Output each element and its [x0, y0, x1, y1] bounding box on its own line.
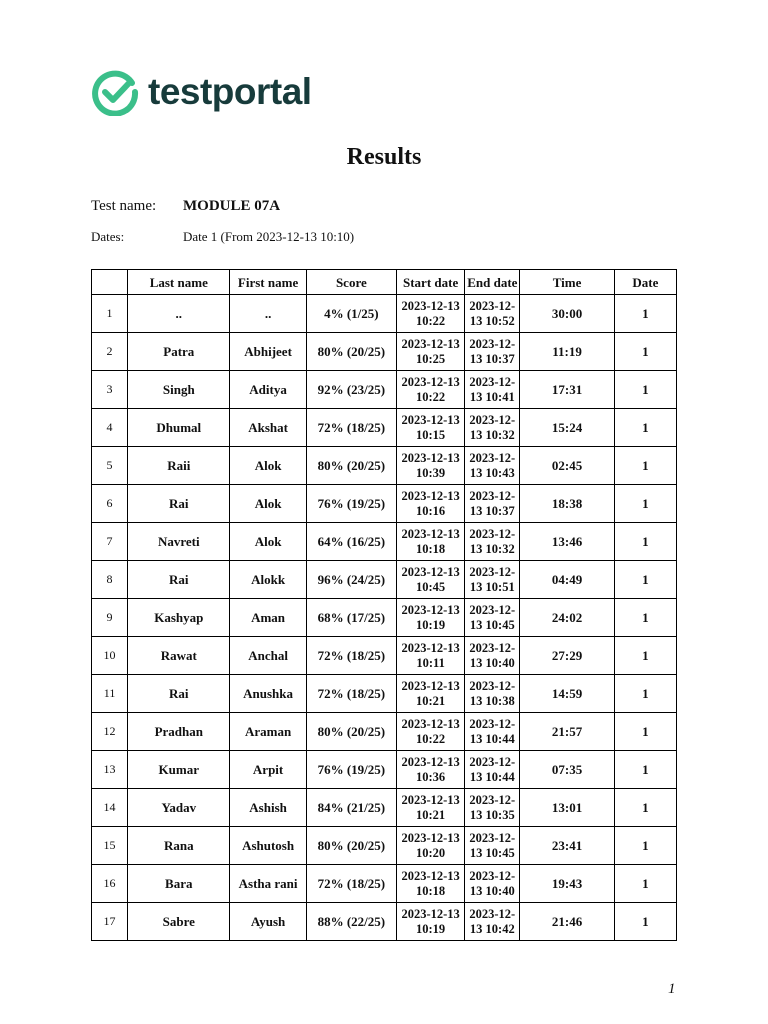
table-row [92, 485, 677, 523]
first-name-cell: Ashutosh [230, 827, 306, 865]
end-date-cell-line: 2023-12- [469, 488, 516, 503]
page-title: Results [346, 144, 422, 170]
start-date-cell [397, 751, 465, 789]
start-date-cell [397, 903, 465, 941]
time-cell: 18:38 [520, 485, 614, 523]
last-name-cell: Rawat [128, 637, 230, 675]
end-date-cell-line: 2023-12- [469, 716, 516, 731]
time-cell: 17:31 [520, 371, 614, 409]
row-index-cell: 13 [92, 751, 128, 789]
test-name-label: Test name: [91, 198, 157, 214]
last-name-cell: Kashyap [128, 599, 230, 637]
start-date-cell-line: 10:36 [416, 769, 446, 784]
start-date-cell [397, 371, 465, 409]
results-table [91, 269, 677, 941]
date-cell: 1 [614, 865, 676, 903]
test-name-value: MODULE 07A [183, 198, 281, 214]
table-row [92, 865, 677, 903]
start-date-cell-line: 2023-12-13 [401, 336, 460, 351]
row-index-cell: 7 [92, 523, 128, 561]
end-date-cell-line: 13 10:37 [469, 503, 515, 518]
time-cell: 19:43 [520, 865, 614, 903]
end-date-cell-line: 2023-12- [469, 906, 516, 921]
score-cell: 80% (20/25) [306, 713, 396, 751]
start-date-cell-line: 2023-12-13 [401, 830, 460, 845]
time-cell: 11:19 [520, 333, 614, 371]
first-name-cell: Arpit [230, 751, 306, 789]
first-name-cell: Akshat [230, 409, 306, 447]
first-name-cell: Aditya [230, 371, 306, 409]
date-cell: 1 [614, 295, 676, 333]
end-date-cell-line: 2023-12- [469, 640, 516, 655]
column-header-time: Time [520, 270, 614, 295]
score-cell: 72% (18/25) [306, 675, 396, 713]
end-date-cell-line: 13 10:51 [469, 579, 515, 594]
score-cell: 80% (20/25) [306, 333, 396, 371]
start-date-cell-line: 2023-12-13 [401, 716, 460, 731]
date-cell: 1 [614, 485, 676, 523]
dates-label: Dates: [91, 229, 125, 244]
start-date-cell [397, 409, 465, 447]
start-date-cell-line: 10:39 [416, 465, 446, 480]
start-date-cell [397, 333, 465, 371]
time-cell: 27:29 [520, 637, 614, 675]
end-date-cell-line: 13 10:42 [469, 921, 515, 936]
table-row [92, 599, 677, 637]
column-header-index [92, 270, 128, 295]
end-date-cell-line: 13 10:41 [469, 389, 515, 404]
end-date-cell-line: 13 10:40 [469, 883, 515, 898]
end-date-cell-line: 13 10:32 [469, 427, 515, 442]
end-date-cell-line: 2023-12- [469, 868, 516, 883]
start-date-cell-line: 10:18 [416, 883, 446, 898]
row-index-cell: 8 [92, 561, 128, 599]
end-date-cell-line: 2023-12- [469, 678, 516, 693]
end-date-cell-line: 2023-12- [469, 754, 516, 769]
table-row [92, 447, 677, 485]
first-name-cell: Astha rani [230, 865, 306, 903]
row-index-cell: 1 [92, 295, 128, 333]
start-date-cell [397, 713, 465, 751]
date-cell: 1 [614, 827, 676, 865]
end-date-cell-line: 2023-12- [469, 374, 516, 389]
first-name-cell: Alok [230, 485, 306, 523]
row-index-cell: 15 [92, 827, 128, 865]
last-name-cell: Rai [128, 485, 230, 523]
end-date-cell-line: 13 10:45 [469, 617, 515, 632]
date-cell: 1 [614, 789, 676, 827]
start-date-cell-line: 2023-12-13 [401, 602, 460, 617]
start-date-cell-line: 10:21 [416, 693, 446, 708]
table-row [92, 675, 677, 713]
date-cell: 1 [614, 751, 676, 789]
table-row [92, 371, 677, 409]
score-cell: 88% (22/25) [306, 903, 396, 941]
row-index-cell: 14 [92, 789, 128, 827]
end-date-cell [465, 523, 520, 561]
table-row [92, 751, 677, 789]
end-date-cell-line: 13 10:32 [469, 541, 515, 556]
table-row [92, 713, 677, 751]
last-name-cell: Rana [128, 827, 230, 865]
end-date-cell [465, 903, 520, 941]
last-name-cell: Patra [128, 333, 230, 371]
end-date-cell [465, 561, 520, 599]
table-row [92, 827, 677, 865]
end-date-cell-line: 2023-12- [469, 412, 516, 427]
row-index-cell: 16 [92, 865, 128, 903]
start-date-cell-line: 10:22 [416, 313, 446, 328]
first-name-cell: Alok [230, 447, 306, 485]
end-date-cell [465, 485, 520, 523]
start-date-cell-line: 10:16 [416, 503, 446, 518]
row-index-cell: 17 [92, 903, 128, 941]
end-date-cell [465, 447, 520, 485]
start-date-cell-line: 2023-12-13 [401, 526, 460, 541]
end-date-cell-line: 2023-12- [469, 336, 516, 351]
end-date-cell-line: 2023-12- [469, 450, 516, 465]
end-date-cell-line: 2023-12- [469, 602, 516, 617]
date-cell: 1 [614, 409, 676, 447]
page-number: 1 [668, 981, 676, 997]
row-index-cell: 6 [92, 485, 128, 523]
first-name-cell: Araman [230, 713, 306, 751]
column-header-date: Date [614, 270, 676, 295]
last-name-cell: Navreti [128, 523, 230, 561]
date-cell: 1 [614, 637, 676, 675]
end-date-cell [465, 713, 520, 751]
start-date-cell-line: 2023-12-13 [401, 298, 460, 313]
testportal-logo [91, 68, 312, 116]
table-row [92, 523, 677, 561]
end-date-cell-line: 2023-12- [469, 792, 516, 807]
start-date-cell-line: 10:19 [416, 617, 446, 632]
time-cell: 21:57 [520, 713, 614, 751]
time-cell: 30:00 [520, 295, 614, 333]
row-index-cell: 3 [92, 371, 128, 409]
time-cell: 07:35 [520, 751, 614, 789]
start-date-cell-line: 2023-12-13 [401, 868, 460, 883]
date-cell: 1 [614, 333, 676, 371]
start-date-cell [397, 447, 465, 485]
time-cell: 23:41 [520, 827, 614, 865]
table-row [92, 409, 677, 447]
score-cell: 64% (16/25) [306, 523, 396, 561]
start-date-cell [397, 637, 465, 675]
first-name-cell: Alok [230, 523, 306, 561]
first-name-cell: Ashish [230, 789, 306, 827]
time-cell: 02:45 [520, 447, 614, 485]
time-cell: 13:01 [520, 789, 614, 827]
end-date-cell [465, 789, 520, 827]
start-date-cell [397, 523, 465, 561]
last-name-cell: Yadav [128, 789, 230, 827]
last-name-cell: Bara [128, 865, 230, 903]
date-cell: 1 [614, 371, 676, 409]
logo-text: testportal [148, 71, 312, 112]
score-cell: 80% (20/25) [306, 447, 396, 485]
start-date-cell-line: 10:21 [416, 807, 446, 822]
start-date-cell [397, 827, 465, 865]
end-date-cell-line: 13 10:40 [469, 655, 515, 670]
start-date-cell-line: 2023-12-13 [401, 488, 460, 503]
row-index-cell: 11 [92, 675, 128, 713]
last-name-cell: Kumar [128, 751, 230, 789]
last-name-cell: Raii [128, 447, 230, 485]
date-cell: 1 [614, 447, 676, 485]
score-cell: 68% (17/25) [306, 599, 396, 637]
start-date-cell-line: 10:25 [416, 351, 446, 366]
start-date-cell-line: 10:19 [416, 921, 446, 936]
end-date-cell-line: 13 10:44 [469, 731, 515, 746]
score-cell: 76% (19/25) [306, 485, 396, 523]
row-index-cell: 4 [92, 409, 128, 447]
start-date-cell-line: 2023-12-13 [401, 564, 460, 579]
column-header-first-name: First name [230, 270, 306, 295]
first-name-cell: .. [230, 295, 306, 333]
end-date-cell-line: 2023-12- [469, 526, 516, 541]
start-date-cell-line: 10:20 [416, 845, 446, 860]
start-date-cell-line: 2023-12-13 [401, 754, 460, 769]
column-header-start-date: Start date [397, 270, 465, 295]
score-cell: 4% (1/25) [306, 295, 396, 333]
end-date-cell [465, 637, 520, 675]
column-header-last-name: Last name [128, 270, 230, 295]
time-cell: 15:24 [520, 409, 614, 447]
end-date-cell [465, 295, 520, 333]
row-index-cell: 2 [92, 333, 128, 371]
time-cell: 13:46 [520, 523, 614, 561]
date-cell: 1 [614, 561, 676, 599]
start-date-cell-line: 10:11 [416, 655, 445, 670]
end-date-cell-line: 13 10:52 [469, 313, 515, 328]
end-date-cell-line: 13 10:45 [469, 845, 515, 860]
first-name-cell: Abhijeet [230, 333, 306, 371]
check-circle-icon [91, 68, 139, 116]
date-cell: 1 [614, 903, 676, 941]
end-date-cell-line: 13 10:37 [469, 351, 515, 366]
table-row [92, 295, 677, 333]
table-header-row [92, 270, 677, 295]
score-cell: 96% (24/25) [306, 561, 396, 599]
score-cell: 72% (18/25) [306, 637, 396, 675]
start-date-cell [397, 789, 465, 827]
row-index-cell: 5 [92, 447, 128, 485]
last-name-cell: Sabre [128, 903, 230, 941]
table-row [92, 637, 677, 675]
last-name-cell: .. [128, 295, 230, 333]
end-date-cell-line: 2023-12- [469, 298, 516, 313]
row-index-cell: 12 [92, 713, 128, 751]
end-date-cell [465, 751, 520, 789]
start-date-cell-line: 2023-12-13 [401, 792, 460, 807]
first-name-cell: Aman [230, 599, 306, 637]
dates-value: Date 1 (From 2023-12-13 10:10) [183, 229, 355, 244]
end-date-cell [465, 865, 520, 903]
score-cell: 92% (23/25) [306, 371, 396, 409]
start-date-cell-line: 10:22 [416, 389, 446, 404]
first-name-cell: Anushka [230, 675, 306, 713]
end-date-cell [465, 599, 520, 637]
time-cell: 24:02 [520, 599, 614, 637]
column-header-end-date: End date [465, 270, 520, 295]
table-row [92, 561, 677, 599]
end-date-cell-line: 13 10:38 [469, 693, 515, 708]
start-date-cell-line: 2023-12-13 [401, 450, 460, 465]
end-date-cell [465, 409, 520, 447]
end-date-cell-line: 13 10:43 [469, 465, 515, 480]
score-cell: 72% (18/25) [306, 409, 396, 447]
start-date-cell-line: 2023-12-13 [401, 640, 460, 655]
last-name-cell: Pradhan [128, 713, 230, 751]
end-date-cell-line: 13 10:35 [469, 807, 515, 822]
end-date-cell [465, 827, 520, 865]
start-date-cell-line: 10:45 [416, 579, 446, 594]
last-name-cell: Rai [128, 675, 230, 713]
score-cell: 84% (21/25) [306, 789, 396, 827]
start-date-cell [397, 561, 465, 599]
first-name-cell: Ayush [230, 903, 306, 941]
date-cell: 1 [614, 523, 676, 561]
start-date-cell-line: 10:22 [416, 731, 446, 746]
end-date-cell-line: 2023-12- [469, 564, 516, 579]
start-date-cell-line: 10:18 [416, 541, 446, 556]
column-header-score: Score [306, 270, 396, 295]
start-date-cell-line: 2023-12-13 [401, 412, 460, 427]
start-date-cell-line: 2023-12-13 [401, 906, 460, 921]
time-cell: 04:49 [520, 561, 614, 599]
date-cell: 1 [614, 599, 676, 637]
start-date-cell [397, 865, 465, 903]
end-date-cell [465, 675, 520, 713]
start-date-cell [397, 599, 465, 637]
start-date-cell [397, 675, 465, 713]
row-index-cell: 9 [92, 599, 128, 637]
last-name-cell: Singh [128, 371, 230, 409]
start-date-cell-line: 2023-12-13 [401, 374, 460, 389]
last-name-cell: Rai [128, 561, 230, 599]
end-date-cell [465, 371, 520, 409]
score-cell: 72% (18/25) [306, 865, 396, 903]
score-cell: 76% (19/25) [306, 751, 396, 789]
table-row [92, 789, 677, 827]
last-name-cell: Dhumal [128, 409, 230, 447]
start-date-cell [397, 295, 465, 333]
end-date-cell-line: 13 10:44 [469, 769, 515, 784]
end-date-cell [465, 333, 520, 371]
row-index-cell: 10 [92, 637, 128, 675]
table-row [92, 333, 677, 371]
start-date-cell-line: 10:15 [416, 427, 446, 442]
table-row [92, 903, 677, 941]
start-date-cell [397, 485, 465, 523]
end-date-cell-line: 2023-12- [469, 830, 516, 845]
date-cell: 1 [614, 713, 676, 751]
date-cell: 1 [614, 675, 676, 713]
first-name-cell: Alokk [230, 561, 306, 599]
time-cell: 21:46 [520, 903, 614, 941]
time-cell: 14:59 [520, 675, 614, 713]
first-name-cell: Anchal [230, 637, 306, 675]
start-date-cell-line: 2023-12-13 [401, 678, 460, 693]
score-cell: 80% (20/25) [306, 827, 396, 865]
